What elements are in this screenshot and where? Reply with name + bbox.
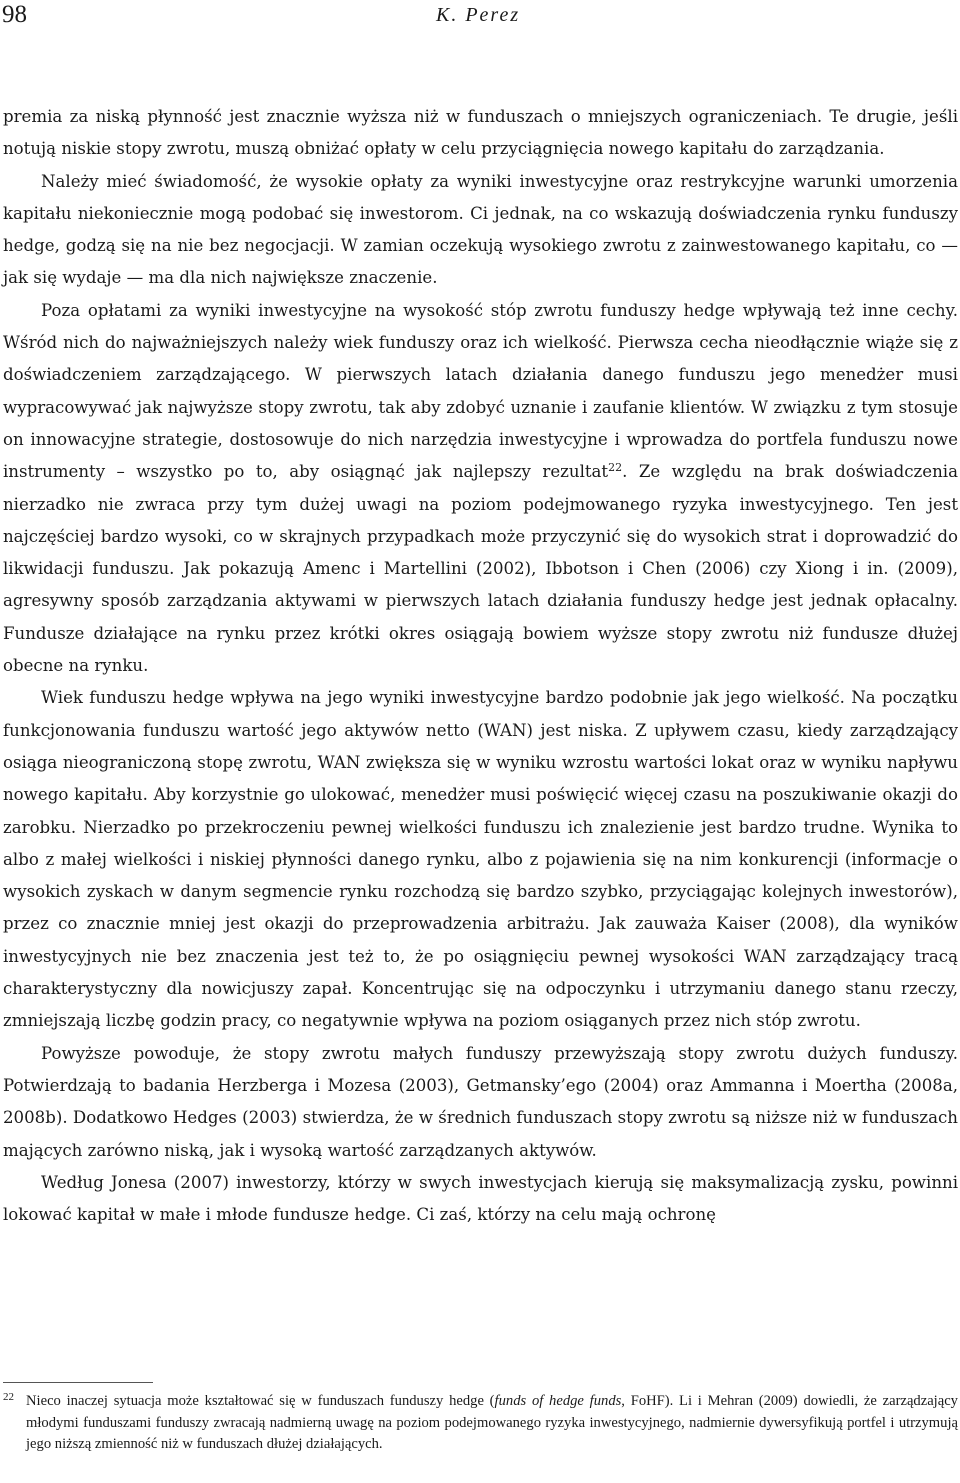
paragraph-3-text-after: . Ze względu na brak doświadczenia nierzadko nie zwraca przy tym dużej uwagi na poziom podejmowanego ryzyka inwestycyjnego. Ten jest najczęściej bardzo wysoki, co w skrajnych przypadkach może przyczynić się do wysokich strat i doprowadzić do likwidacji funduszu. Jak pokazują Amenc i Martellini (2002), Ibbotson i Chen (2006) czy Xiong i in. (2009), agresywny sposób zarządzania aktywami w pierwszych latach działania funduszy hedge jest jednak opłacalny. Fundusze działające na rynku przez krótki okres osiągają bowiem wyższe stopy zwrotu niż fundusze dłużej obecne na rynku. bbox=[3, 462, 958, 676]
footnote-text-italic: funds of hedge funds bbox=[494, 1393, 622, 1409]
footnote-ref-22[interactable]: 22 bbox=[608, 461, 623, 475]
footnote-text-before: Nieco inaczej sytuacja może kształtować się w funduszach funduszy hedge ( bbox=[26, 1393, 495, 1409]
paragraph-5: Powyższe powoduje, że stopy zwrotu małych funduszy przewyższają stopy zwrotu dużych funduszy. Potwierdzają to badania Herzberga i Mozesa (2003), Getmansky’ego (2004) oraz Ammanna i Moertha (2008a, 2008b). Dodatkowo Hedges (2003) stwierdza, że w średnich funduszach stopy zwrotu są niższe niż w funduszach mających zarówno niską, jak i wysoką wartość zarządzanych aktywów. bbox=[3, 1043, 958, 1160]
page-header bbox=[0, 0, 960, 40]
paragraph-3-text-before: Poza opłatami za wyniki inwestycyjne na wysokość stóp zwrotu funduszy hedge wpływają też inne cechy. Wśród nich do najważniejszych należy wiek funduszy oraz ich wielkość. Pierwsza cecha nieodłącznie wiąże się z doświadczeniem zarządzającego. W pierwszych latach działania danego funduszu jego menedżer musi wypracowywać jak najwyższe stopy zwrotu, tak aby zdobyć uznanie i zaufanie klientów. W związku z tym stosuje on innowacyjne strategie, dostosowuje do nich narzędzia inwestycyjne i wprowadza do portfela funduszu nowe instrumenty – wszystko po to, aby osiągnąć jak najlepszy rezultat bbox=[3, 300, 958, 482]
footnotes bbox=[3, 1391, 958, 1456]
running-head: K. Perez bbox=[436, 4, 521, 26]
footnote-divider bbox=[3, 1382, 153, 1383]
body-text bbox=[3, 101, 958, 1231]
paragraph-6: Według Jonesa (2007) inwestorzy, którzy w swych inwestycjach kierują się maksymalizacją zysku, powinni lokować kapitał w małe i młode fundusze hedge. Ci zaś, którzy na celu mają ochronę bbox=[3, 1172, 958, 1225]
page-number: 98 bbox=[2, 1, 27, 28]
paragraph-1: premia za niską płynność jest znacznie wyższa niż w funduszach o mniejszych ograniczeniach. Te drugie, jeśli notują niskie stopy zwrotu, muszą obniżać opłaty w celu przyciągnięcia nowego kapitału do zarządzania. bbox=[3, 107, 958, 159]
paragraph-4: Wiek funduszu hedge wpływa na jego wyniki inwestycyjne bardzo podobnie jak jego wielkość. Na początku funkcjonowania funduszu wartość jego aktywów netto (WAN) jest niska. Z upływem czasu, kiedy zarządzający osiąga nieograniczoną stopę zwrotu, WAN zwiększa się w wyniku wzrostu wartości lokat oraz w wyniku napływu nowego kapitału. Aby korzystnie go ulokować, menedżer musi poświęcić więcej czasu na poszukiwanie okazji do zarobku. Nierzadko po przekroczeniu pewnej wielkości funduszu ich znalezienie jest bardzo trudne. Wynika to albo z małej wielkości i niskiej płynności danego rynku, albo z pojawienia się na nim konkurencji (informacje o wysokich zyskach w danym segmencie rynku rozchodzą się bardzo szybko, przyciągając kolejnych inwestorów), przez co znacznie mniej jest okazji do przeprowadzenia arbitrażu. Jak zauważa Kaiser (2008), dla wyników inwestycyjnych nie bez znaczenia jest też to, że po osiągnięciu pewnej wysokości WAN zarządzający tracą charakterystyczny dla nowicjuszy zapał. Koncentrując się na odpoczynku i utrzymaniu danego stanu rzeczy, zmniejszają liczbę godzin pracy, co negatywnie wpływa na poziom osiąganych przez nich stóp zwrotu. bbox=[3, 688, 958, 1031]
footnote-text bbox=[26, 1393, 958, 1452]
footnote-22 bbox=[3, 1391, 958, 1456]
paragraph-2: Należy mieć świadomość, że wysokie opłaty za wyniki inwestycyjne oraz restrykcyjne warunki umorzenia kapitału niekoniecznie mogą podobać się inwestorom. Ci jednak, na co wskazują doświadczenia rynku funduszy hedge, godzą się na nie bez negocjacji. W zamian oczekują wysokiego zwrotu z zainwestowanego kapitału, co — jak się wydaje — ma dla nich największe znaczenie. bbox=[3, 171, 958, 288]
footnote-mark: 22 bbox=[3, 1391, 14, 1403]
footnote-text-after: , FoHF). Li i Mehran (2009) dowiedli, że zarządzający młodymi funduszami funduszy zwracają nadmierną uwagę na poziom podejmowanego ryzyka inwestycyjnego, nadmiernie dywersyfikują portfel i utrzymują jego niższą zmienność niż w funduszach dłużej działających. bbox=[26, 1393, 958, 1452]
paragraph-3 bbox=[3, 295, 958, 683]
